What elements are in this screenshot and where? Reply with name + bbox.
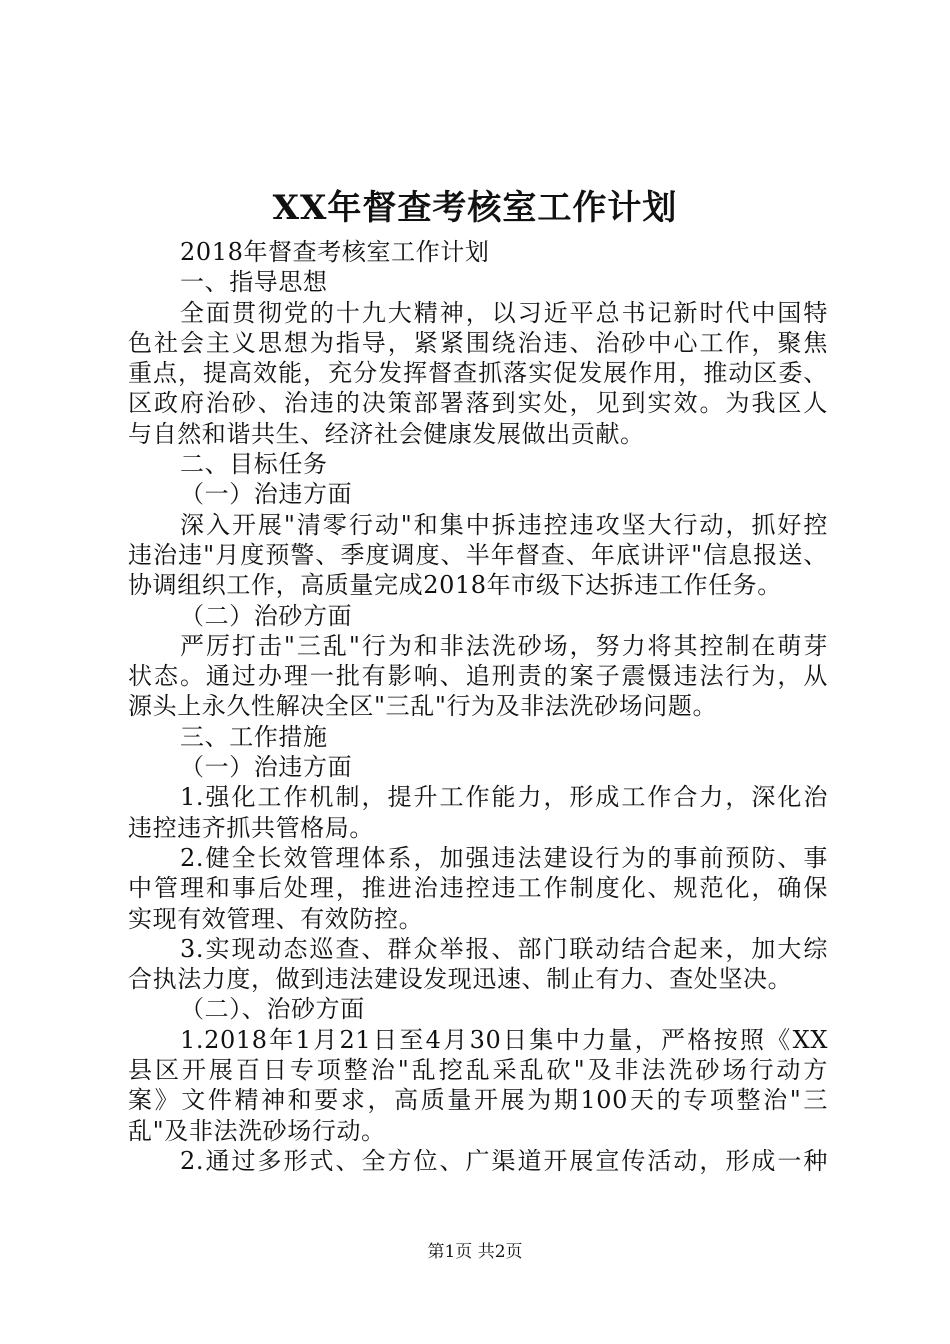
- paragraph-line: 1.强化工作机制，提升工作能力，形成工作合力，深化治: [180, 783, 828, 812]
- paragraph-line: 一、指导思想: [180, 268, 328, 297]
- paragraph-line: （一）治违方面: [180, 480, 353, 509]
- document-body: [128, 237, 828, 1176]
- paragraph-line: 2.通过多形式、全方位、广渠道开展宣传活动，形成一种: [180, 1146, 828, 1175]
- paragraph-line: 二、目标任务: [180, 450, 328, 479]
- paragraph-line: 乱"及非法洗砂场行动。: [128, 1116, 386, 1145]
- paragraph-line: 状态。通过办理一批有影响、追刑责的案子震慑违法行为，从: [128, 662, 828, 691]
- paragraph-line: 严厉打击"三乱"行为和非法洗砂场，努力将其控制在萌芽: [180, 631, 828, 660]
- paragraph-line: 县区开展百日专项整治"乱挖乱采乱砍"及非法洗砂场行动方: [128, 1056, 828, 1085]
- paragraph-line: 2.健全长效管理体系，加强违法建设行为的事前预防、事: [180, 843, 828, 872]
- paragraph-line: 违控违齐抓共管格局。: [128, 813, 374, 842]
- page-footer: 第1页 共2页: [427, 1242, 523, 1262]
- paragraph-line: 违治违"月度预警、季度调度、半年督查、年底讲评"信息报送、: [128, 540, 828, 569]
- paragraph-line: 2018年督查考核室工作计划: [180, 238, 490, 266]
- paragraph-line: 1.2018年1月21日至4月30日集中力量，严格按照《XX: [180, 1025, 828, 1054]
- paragraph-line: 源头上永久性解决全区"三乱"行为及非法洗砂场问题。: [128, 692, 718, 721]
- paragraph-line: 协调组织工作，高质量完成2018年市级下达拆违工作任务。: [128, 571, 782, 600]
- paragraph-line: 深入开展"清零行动"和集中拆违控违攻坚大行动，抓好控: [180, 510, 828, 539]
- paragraph-line: 案》文件精神和要求，高质量开展为期100天的专项整治"三: [128, 1086, 828, 1115]
- paragraph-line: 合执法力度，做到违法建设发现迅速、制止有力、查处坚决。: [128, 965, 793, 994]
- paragraph-line: 中管理和事后处理，推进治违控违工作制度化、规范化，确保: [128, 874, 828, 903]
- paragraph-line: 重点，提高效能，充分发挥督查抓落实促发展作用，推动区委、: [128, 359, 828, 388]
- paragraph-line: 三、工作措施: [180, 722, 328, 751]
- paragraph-line: 色社会主义思想为指导，紧紧围绕治违、治砂中心工作，聚焦: [128, 328, 828, 357]
- paragraph-line: （一）治违方面: [180, 753, 353, 782]
- paragraph-line: 全面贯彻党的十九大精神，以习近平总书记新时代中国特: [180, 298, 828, 327]
- paragraph-line: 3.实现动态巡查、群众举报、部门联动结合起来，加大综: [180, 934, 828, 963]
- document-title: XX年督查考核室工作计划: [272, 188, 678, 228]
- paragraph-line: （二）、治砂方面: [180, 995, 365, 1024]
- paragraph-line: 实现有效管理、有效防控。: [128, 904, 424, 933]
- paragraph-line: 区政府治砂、治违的决策部署落到实处，见到实效。为我区人: [128, 389, 828, 418]
- paragraph-line: （二）治砂方面: [180, 601, 353, 630]
- paragraph-line: 与自然和谐共生、经济社会健康发展做出贡献。: [128, 419, 645, 448]
